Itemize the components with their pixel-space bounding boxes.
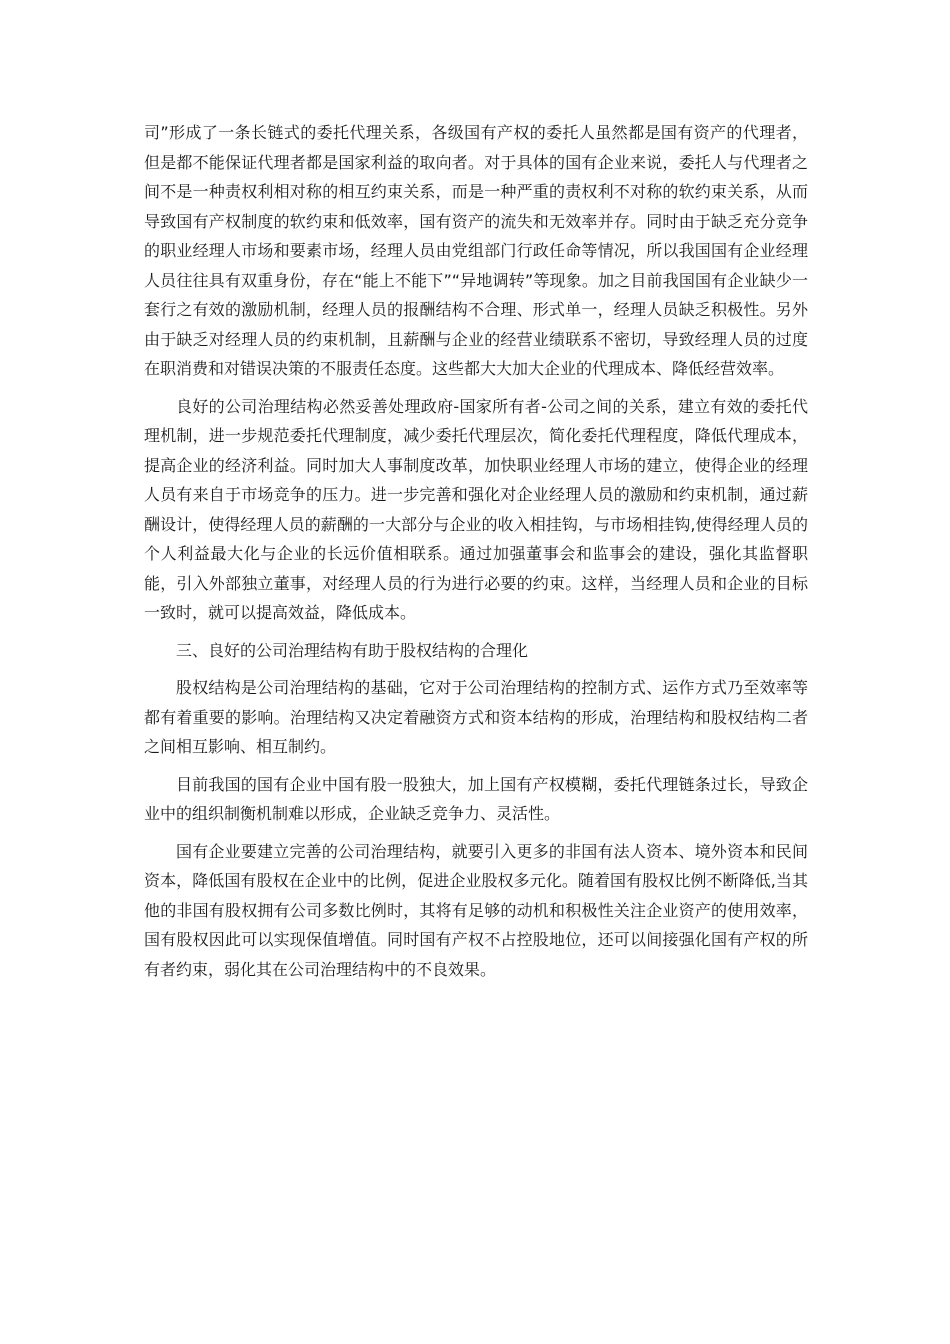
paragraph-4: 目前我国的国有企业中国有股一股独大，加上国有产权模糊，委托代理链条过长，导致企业中的组织制衡机制难以形成，企业缺乏竞争力、灵活性。	[144, 774, 808, 823]
section-heading: 三、良好的公司治理结构有助于股权结构的合理化	[176, 640, 529, 660]
paragraph-5: 国有企业要建立完善的公司治理结构，就要引入更多的非国有法人资本、境外资本和民间资本，降低国有股权在企业中的比例，促进企业股权多元化。随着国有股权比例不断降低,当其他的非国有股权拥有公司多数比例时，其将有足够的动机和积极性关注企业资产的使用效率，国有股权因此可以实现保值增值。同时国有产权不占控股地位，还可以间接强化国有产权的所有者约束，弱化其在公司治理结构中的不良效果。	[144, 841, 808, 979]
paragraph-1: 司”形成了一条长链式的委托代理关系，各级国有产权的委托人虽然都是国有资产的代理者，但是都不能保证代理者都是国家利益的取向者。对于具体的国有企业来说，委托人与代理者之间不是一种责权利相对称的相互约束关系，而是一种严重的责权利不对称的软约束关系，从而导致国有产权制度的软约束和低效率，国有资产的流失和无效率并存。同时由于缺乏充分竞争的职业经理人市场和要素市场，经理人员由党组部门行政任命等情况，所以我国国有企业经理人员往往具有双重身份，存在“能上不能下”“异地调转”等现象。加之目前我国国有企业缺少一套行之有效的激励机制，经理人员的报酬结构不合理、形式单一，经理人员缺乏积极性。另外由于缺乏对经理人员的约束机制，且薪酬与企业的经营业绩联系不密切，导致经理人员的过度在职消费和对错误决策的不服责任态度。这些都大大加大企业的代理成本、降低经营效率。	[144, 123, 808, 378]
paragraph-3: 股权结构是公司治理结构的基础，它对于公司治理结构的控制方式、运作方式乃至效率等都有着重要的影响。治理结构又决定着融资方式和资本结构的形成，治理结构和股权结构二者之间相互影响、相互制约。	[144, 678, 808, 756]
body-text	[144, 118, 808, 992]
paragraph-2: 良好的公司治理结构必然妥善处理政府-国家所有者-公司之间的关系，建立有效的委托代理机制，进一步规范委托代理制度，减少委托代理层次，简化委托代理程度，降低代理成本，提高企业的经济利益。同时加大人事制度改革，加快职业经理人市场的建立，使得企业的经理人员有来自于市场竞争的压力。进一步完善和强化对企业经理人员的激励和约束机制，通过薪酬设计，使得经理人员的薪酬的一大部分与企业的收入相挂钩，与市场相挂钩,使得经理人员的个人利益最大化与企业的长远价值相联系。通过加强董事会和监事会的建设，强化其监督职能，引入外部独立董事，对经理人员的行为进行必要的约束。这样，当经理人员和企业的目标一致时，就可以提高效益，降低成本。	[144, 396, 808, 622]
